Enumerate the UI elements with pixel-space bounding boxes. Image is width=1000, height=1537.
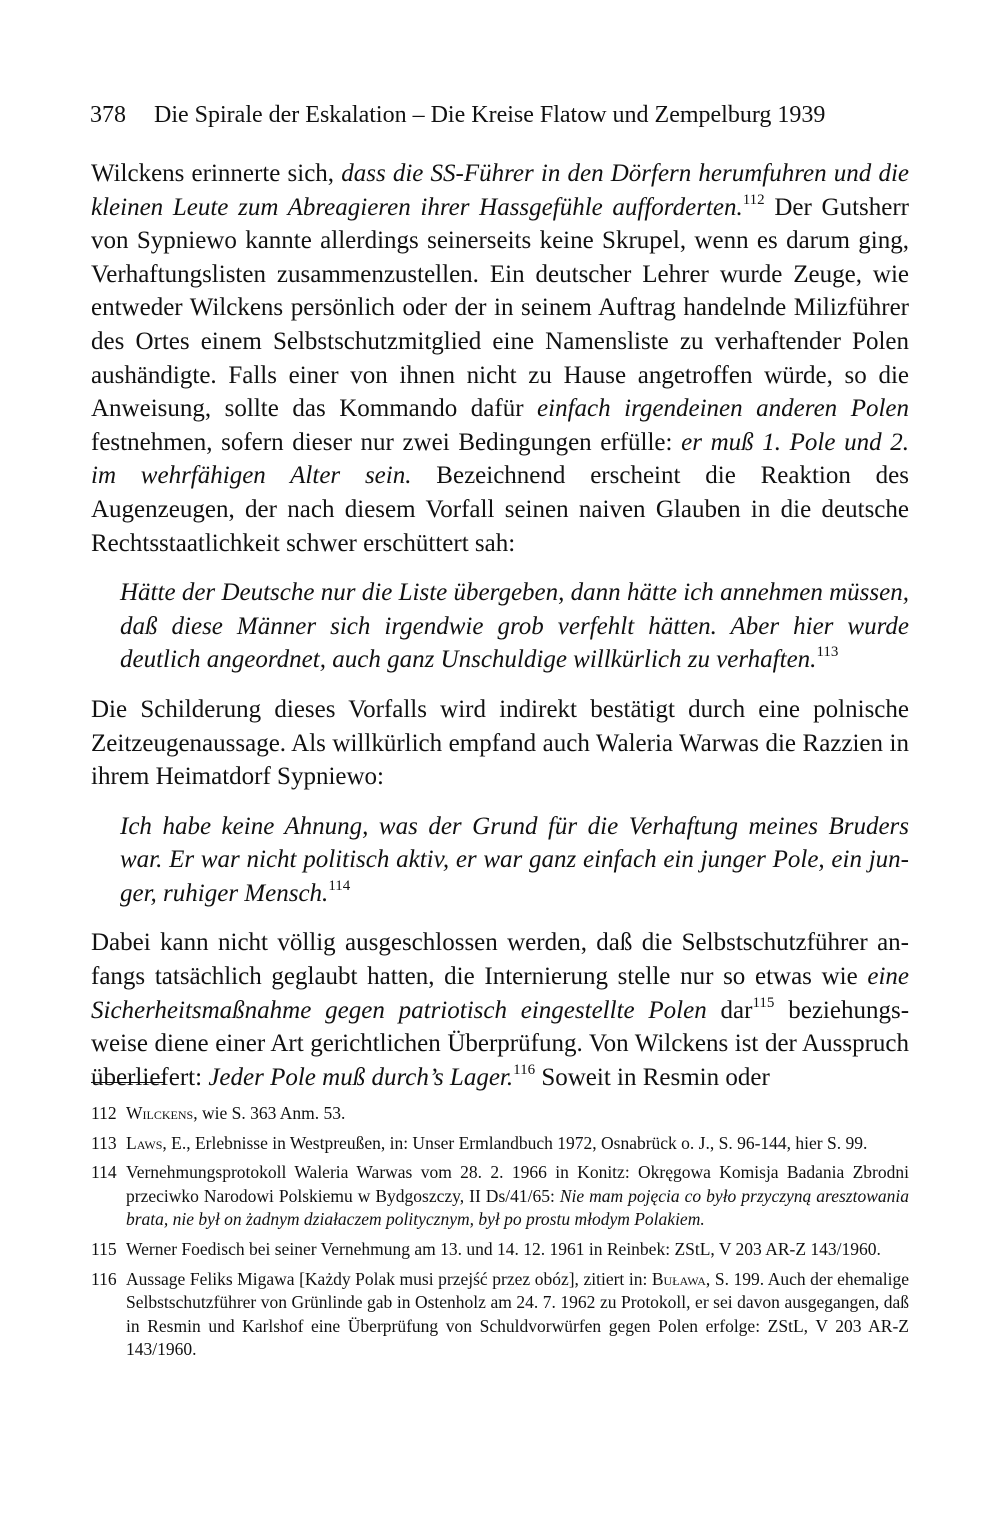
footnote-114 [91,1161,909,1232]
text-run: dar [706,996,753,1024]
author-smallcaps: Laws [126,1132,163,1153]
footnote-113 [91,1132,909,1156]
text-run: , wie S. 363 Anm. 53. [193,1103,346,1123]
block-quote-1 [120,576,909,677]
footnote-text [126,1161,909,1232]
footnote-number: 113 [91,1132,117,1153]
italic-run: Nie mam pojęcia co było przyczyną aresztowania brata, nie był on żadnym działaczem politycznym, był po prostu młodym Polakiem. [126,1185,909,1230]
footnote-number: 116 [91,1268,117,1289]
italic-run: er muß 1. Pole und 2. im wehrfähigen Alter sein. [91,428,909,490]
author-smallcaps: Wilckens [126,1103,194,1123]
block-quote-2 [120,810,909,911]
footnote-112 [91,1102,909,1126]
quote-text: Ich habe keine Ahnung, was der Grund für die Verhaftung meines Bruders war. Er war nicht politisch aktiv, er war ganz einfach ein junger Pole, ein junger, ruhiger Mensch. [120,812,909,907]
italic-run: dass die SS-Führer in den Dörfern herumfuhren und die kleinen Leute zum Abreagieren ihrer Hassgefühle aufforderten. [91,160,909,221]
italic-run: eine Sicherheitsmaßnahme gegen patriotisch eingestellte Polen [91,963,909,1024]
footnote-text [126,1268,909,1362]
text-run: Bezeichnend erscheint die Reaktion des Augenzeugen, der nach diesem Vorfall seinen naiven Glauben in die deutsche Rechtsstaatlichkeit schwer erschüttert sah: [91,462,909,557]
text-run: festnehmen, sofern dieser nur zwei Bedingungen erfülle: [91,428,682,456]
text-run: Soweit in Resmin oder [535,1063,770,1091]
text-run: , E., Erlebnisse in Westpreußen, in: Unser Ermlandbuch 1972, Osnabrück o. J., S. 96-144, hier S. 99. [162,1132,868,1153]
italic-run: einfach irgendeinen anderen Polen [537,395,910,423]
footnote-ref[interactable]: 112 [742,191,765,208]
text-run: Vernehmungsprotokoll Waleria Warwas vom 28. 2. 1966 in Konitz: Okręgowa Komisja Badania Zbrodni przeciwko Narodowi Polskiemu w Bydgoszczy, II Ds/41/65: [126,1162,909,1206]
footnote-number: 112 [91,1103,117,1123]
paragraph-2: Die Schilderung dieses Vorfalls wird indirekt bestätigt durch eine polnische Zeitzeugenaussage. Als willkürlich empfand auch Waleria Warwas die Razzien in ihrem Heimatdorf Sypniewo: [91,695,909,791]
text-run: Der Gutsherr von Sypniewo kannte allerdings seinerseits keine Skrupel, wenn es darum ging, Verhaftungslisten zusammenzustellen. Ein deutscher Lehrer wurde Zeuge, wie entweder Wilckens persönlich oder der in seinem Auftrag handelnde Milizführer des Ortes einem Selbstschutzmitglied eine Namensliste zu verhaftender Polen aushändigte. Falls einer von ihnen nicht zu Hause angetroffen würde, so die Anweisung, sollte das Kommando dafür [91,193,910,423]
text-run: beziehungsweise diene einer Art gerichtlichen Überprüfung. Von Wilckens ist der Ausspruch überliefert: [91,996,910,1091]
text-run: , S. 199. Auch der ehemalige Selbstschutzführer von Grünlinde gab in Ostenholz am 24. 7. 1962 zu Protokoll, er sei davon ausgegangen, daß in Resmin und Karlshof eine Überprüfung von Schuldvorwürfen gegen Polen erfolge: ZStL, V 203 AR-Z 143/1960. [126,1268,909,1360]
footnote-divider [91,1082,164,1083]
paragraph-3 [91,926,909,1094]
footnote-115 [91,1238,909,1262]
quote-text: Hätte der Deutsche nur die Liste übergeben, dann hätte ich annehmen müssen, daß diese Männer sich irgendwie grob verfehlt hätten. Aber hier wurde deutlich angeordnet, auch ganz Unschuldige willkürlich zu verhaften. [120,579,909,674]
running-head [90,100,920,130]
footnote-ref[interactable]: 114 [328,877,351,894]
footnote-number: 115 [91,1238,117,1259]
footnotes [91,1102,909,1368]
footnote-116 [91,1268,909,1362]
footnote-text [126,1102,909,1126]
paragraph-1 [91,157,909,560]
main-text [91,157,909,1094]
footnote-ref[interactable]: 116 [513,1061,536,1078]
footnote-ref[interactable]: 115 [752,994,775,1011]
text-run: Dabei kann nicht völlig ausgeschlossen werden, daß die Selbstschutzführer anfangs tatsächlich geglaubt hatten, die Internierung stelle nur so etwas wie [91,929,909,991]
text-run: Aussage Feliks Migawa [Każdy Polak musi przejść przez obóz], zitiert in: [126,1268,652,1289]
footnote-text [126,1132,909,1156]
author-smallcaps: Buława [651,1268,706,1289]
running-title: Die Spirale der Eskalation – Die Kreise Flatow und Zempelburg 1939 [154,102,826,128]
footnote-number: 114 [91,1162,117,1183]
page-number: 378 [90,102,126,128]
footnote-ref[interactable]: 113 [816,644,839,661]
text-run: Wilckens erinnerte sich, [91,160,342,187]
italic-run: Jeder Pole muß durch’s Lager. [208,1063,514,1091]
footnote-text: Werner Foedisch bei seiner Vernehmung am 13. und 14. 12. 1961 in Reinbek: ZStL, V 203 AR-Z 143/1960. [126,1238,881,1259]
